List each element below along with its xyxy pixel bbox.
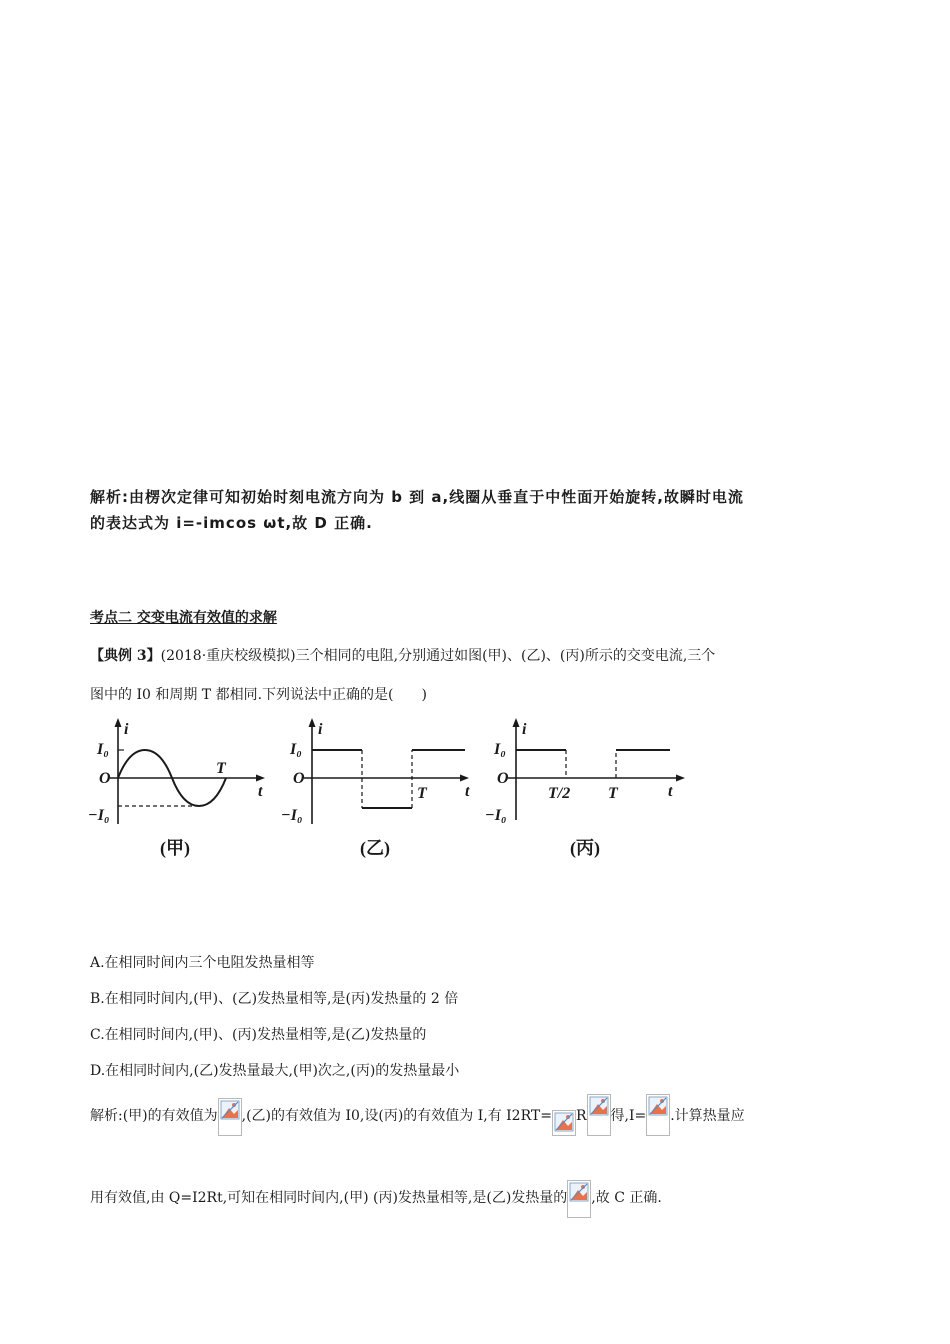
caption-bing: (丙)	[570, 838, 600, 858]
yi-period-label: T	[417, 785, 427, 802]
yi-i-label: i	[318, 721, 323, 738]
caption-yi: (乙)	[360, 838, 390, 858]
yi-t-label: t	[465, 783, 470, 800]
analysis-1-line-1: 解析:由楞次定律可知初始时刻电流方向为 b 到 a,线圈从垂直于中性面开始旋转,故瞬时电流	[90, 488, 744, 506]
formula-image-icon	[646, 1094, 670, 1136]
option-d: D.在相同时间内,(乙)发热量最大,(甲)次之,(丙)的发热量最小	[90, 1063, 460, 1079]
jia-i-arrow	[115, 718, 122, 727]
bing-origin-label: O	[497, 770, 509, 787]
formula-image-icon	[218, 1098, 242, 1136]
jia-neg-i0-label: −I₀	[88, 807, 110, 824]
analysis-2-line-1: 解析:(甲)的有效值为 ,(乙)的有效值为 I0,设(丙)的有效值为 I,有 I2RT= R 得,I= .计算热量应	[90, 1094, 745, 1134]
bing-neg-i0-label: −I₀	[485, 807, 507, 824]
graph-jia	[88, 718, 265, 859]
analysis-2-line-2: 用有效值,由 Q=I2Rt,可知在相同时间内,(甲) (丙)发热量相等,是(乙)发热量的 ,故 C 正确.	[90, 1178, 662, 1218]
waveform-figure	[80, 710, 700, 870]
analysis-1-line-2: 的表达式为 i=-imcos ωt,故 D 正确.	[90, 514, 373, 532]
jia-origin-label: O	[99, 770, 111, 787]
yi-i0-label: I₀	[290, 741, 302, 758]
graph-bing	[485, 718, 685, 859]
jia-period-label: T	[216, 760, 226, 777]
bing-period-label: T	[608, 785, 618, 802]
example-tag: 【典例 3】	[90, 648, 161, 664]
example-line-1	[90, 645, 715, 665]
example-line-2: 图中的 I0 和周期 T 都相同.下列说法中正确的是( )	[90, 687, 427, 703]
bing-i-label: i	[522, 721, 527, 738]
formula-image-icon	[567, 1180, 591, 1218]
yi-origin-label: O	[293, 770, 305, 787]
jia-t-arrow	[256, 775, 265, 782]
option-b: B.在相同时间内,(甲)、(乙)发热量相等,是(丙)发热量的 2 倍	[90, 991, 459, 1007]
yi-neg-i0-label: −I₀	[281, 807, 303, 824]
option-a: A.在相同时间内三个电阻发热量相等	[90, 955, 315, 971]
bing-half-period-label: T/2	[548, 785, 571, 802]
jia-t-label: t	[258, 783, 263, 800]
caption-jia: (甲)	[160, 838, 190, 858]
jia-i-label: i	[124, 721, 129, 738]
formula-image-icon	[587, 1094, 611, 1136]
example-text: (2018·重庆校级模拟)三个相同的电阻,分别通过如图(甲)、(乙)、(丙)所示的交变电流,三个	[160, 648, 716, 664]
section-title: 考点二 交变电流有效值的求解	[90, 610, 277, 626]
graph-yi	[281, 718, 470, 859]
formula-image-icon	[552, 1110, 576, 1136]
jia-i0-label: I₀	[97, 741, 109, 758]
bing-i0-label: I₀	[494, 741, 506, 758]
option-c: C.在相同时间内,(甲)、(丙)发热量相等,是(乙)发热量的	[90, 1027, 427, 1043]
bing-t-label: t	[668, 783, 673, 800]
